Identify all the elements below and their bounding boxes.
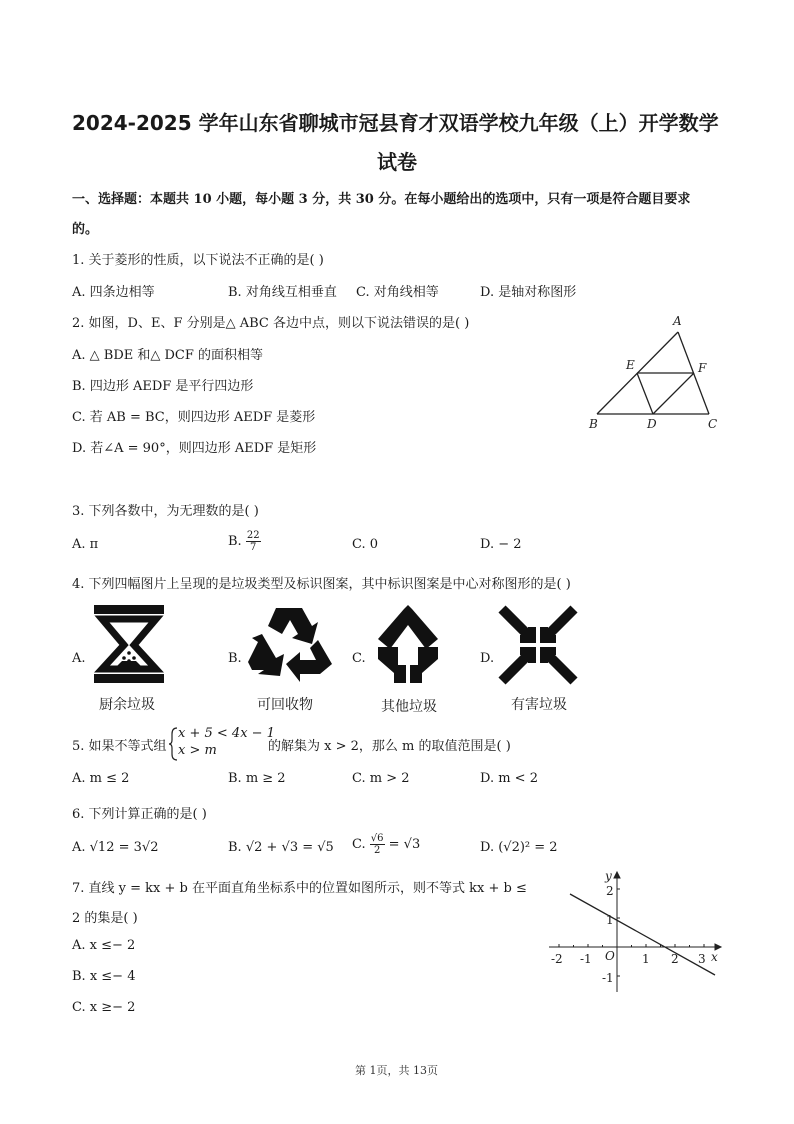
q5-option-d: D. m < 2 [480,771,538,786]
x-tick-label: 3 [698,952,706,966]
y-axis-label: y [605,869,612,883]
vertex-label-f: F [698,361,707,375]
q4-stem: 4. 下列四幅图片上呈现的是垃圾类型及标识图案，其中标识图案是中心对称图形的是( ) [72,577,571,592]
q3-stem: 3. 下列各数中，为无理数的是( ) [72,504,259,519]
q1-option-a: A. 四条边相等 [72,285,155,300]
q5-inequality-2: x > m [178,743,217,758]
page-footer: 第 1页，共 13页 [355,1064,438,1077]
q2-option-c: C. 若 AB = BC，则四边形 AEDF 是菱形 [72,410,316,425]
q7-coordinate-graph [545,868,725,996]
y-tick-label: 1 [606,913,614,927]
origin-label: O [605,949,615,963]
q7-option-b: B. x ≤− 4 [72,969,136,984]
q2-option-b: B. 四边形 AEDF 是平行四边形 [72,379,254,394]
section-header-line1: 一、选择题：本题共 10 小题，每小题 3 分，共 30 分。在每小题给出的选项中，只有一项是符合题目要求 [72,192,691,207]
q3-option-b-fraction [246,530,261,553]
q1-stem: 1. 关于菱形的性质，以下说法不正确的是( ) [72,253,324,268]
q5-stem-suffix: 的解集为 x > 2，那么 m 的取值范围是( ) [268,739,511,754]
q4-letter-c: C. [352,651,366,666]
q4-letter-b: B. [228,651,242,666]
vertex-label-b: B [589,417,598,431]
x-tick-label: 2 [671,952,679,966]
recycle-icon [246,604,334,684]
q4-caption-other: 其他垃圾 [381,699,437,715]
q1-option-b: B. 对角线互相垂直 [228,285,337,300]
q2-stem: 2. 如图，D、E、F 分别是△ ABC 各边中点，则以下说法错误的是( ) [72,316,470,331]
q7-option-c: C. x ≥− 2 [72,1000,136,1015]
fraction-numerator: √6 [370,833,384,844]
q6-option-b: B. √2 + √3 = √5 [228,840,334,855]
q6-option-c-fraction [370,833,385,856]
q2-option-a: A. △ BDE 和△ DCF 的面积相等 [72,348,264,363]
fraction-denominator: 7 [250,542,257,553]
q5-inequality-1: x + 5 < 4x − 1 [178,726,275,741]
q5-option-b: B. m ≥ 2 [228,771,286,786]
q6-option-c-prefix: C. [352,837,366,852]
vertex-label-c: C [708,417,718,431]
q3-option-b-prefix: B. [228,534,242,549]
other-waste-icon [372,603,444,685]
y-tick-label: -1 [602,971,614,985]
q5-option-a: A. m ≤ 2 [72,771,130,786]
q4-letter-d: D. [480,651,495,666]
q4-letter-a: A. [72,651,86,666]
q6-option-d: D. (√2)² = 2 [480,840,558,855]
fraction-denominator: 2 [373,845,381,856]
x-tick-label: -1 [580,952,592,966]
q7-stem-line1: 7. 直线 y = kx + b 在平面直角坐标系中的位置如图所示，则不等式 kx + b ≤ [72,881,527,896]
q7-stem-line2: 2 的集是( ) [72,911,138,926]
q1-option-c: C. 对角线相等 [356,285,439,300]
paper-title-line2: 试卷 [377,150,417,174]
q5-option-c: C. m > 2 [352,771,410,786]
x-tick-label: -2 [551,952,563,966]
q2-option-d: D. 若∠A = 90°，则四边形 AEDF 是矩形 [72,441,317,456]
q2-triangle-figure [585,310,725,435]
q4-caption-kitchen: 厨余垃圾 [99,697,155,713]
y-tick-label: 2 [606,884,614,898]
q5-stem-prefix: 5. 如果不等式组 [72,739,167,754]
vertex-label-d: D [647,417,657,431]
q6-option-c [352,833,420,856]
q4-caption-hazardous: 有害垃圾 [511,697,567,713]
paper-title-line1: 2024-2025 学年山东省聊城市冠县育才双语学校九年级（上）开学数学 [72,111,719,135]
x-axis-label: x [711,950,718,964]
q3-option-b [228,530,261,553]
q3-option-d: D. − 2 [480,537,522,552]
q3-option-a: A. π [72,537,99,552]
q6-option-a: A. √12 = 3√2 [72,840,159,855]
q7-option-a: A. x ≤− 2 [72,938,136,953]
section-header-line2: 的。 [72,222,99,237]
fraction-numerator: 22 [246,530,260,541]
vertex-label-a: A [673,314,682,328]
q3-option-c: C. 0 [352,537,379,552]
system-brace-icon [168,726,178,762]
vertex-label-e: E [626,358,635,372]
q6-option-c-suffix: = √3 [388,837,421,852]
q6-stem: 6. 下列计算正确的是( ) [72,807,207,822]
kitchen-waste-icon [92,603,166,685]
q4-caption-recyclable: 可回收物 [257,697,313,713]
x-tick-label: 1 [642,952,650,966]
hazardous-waste-icon [498,605,578,685]
q1-option-d: D. 是轴对称图形 [480,285,577,300]
